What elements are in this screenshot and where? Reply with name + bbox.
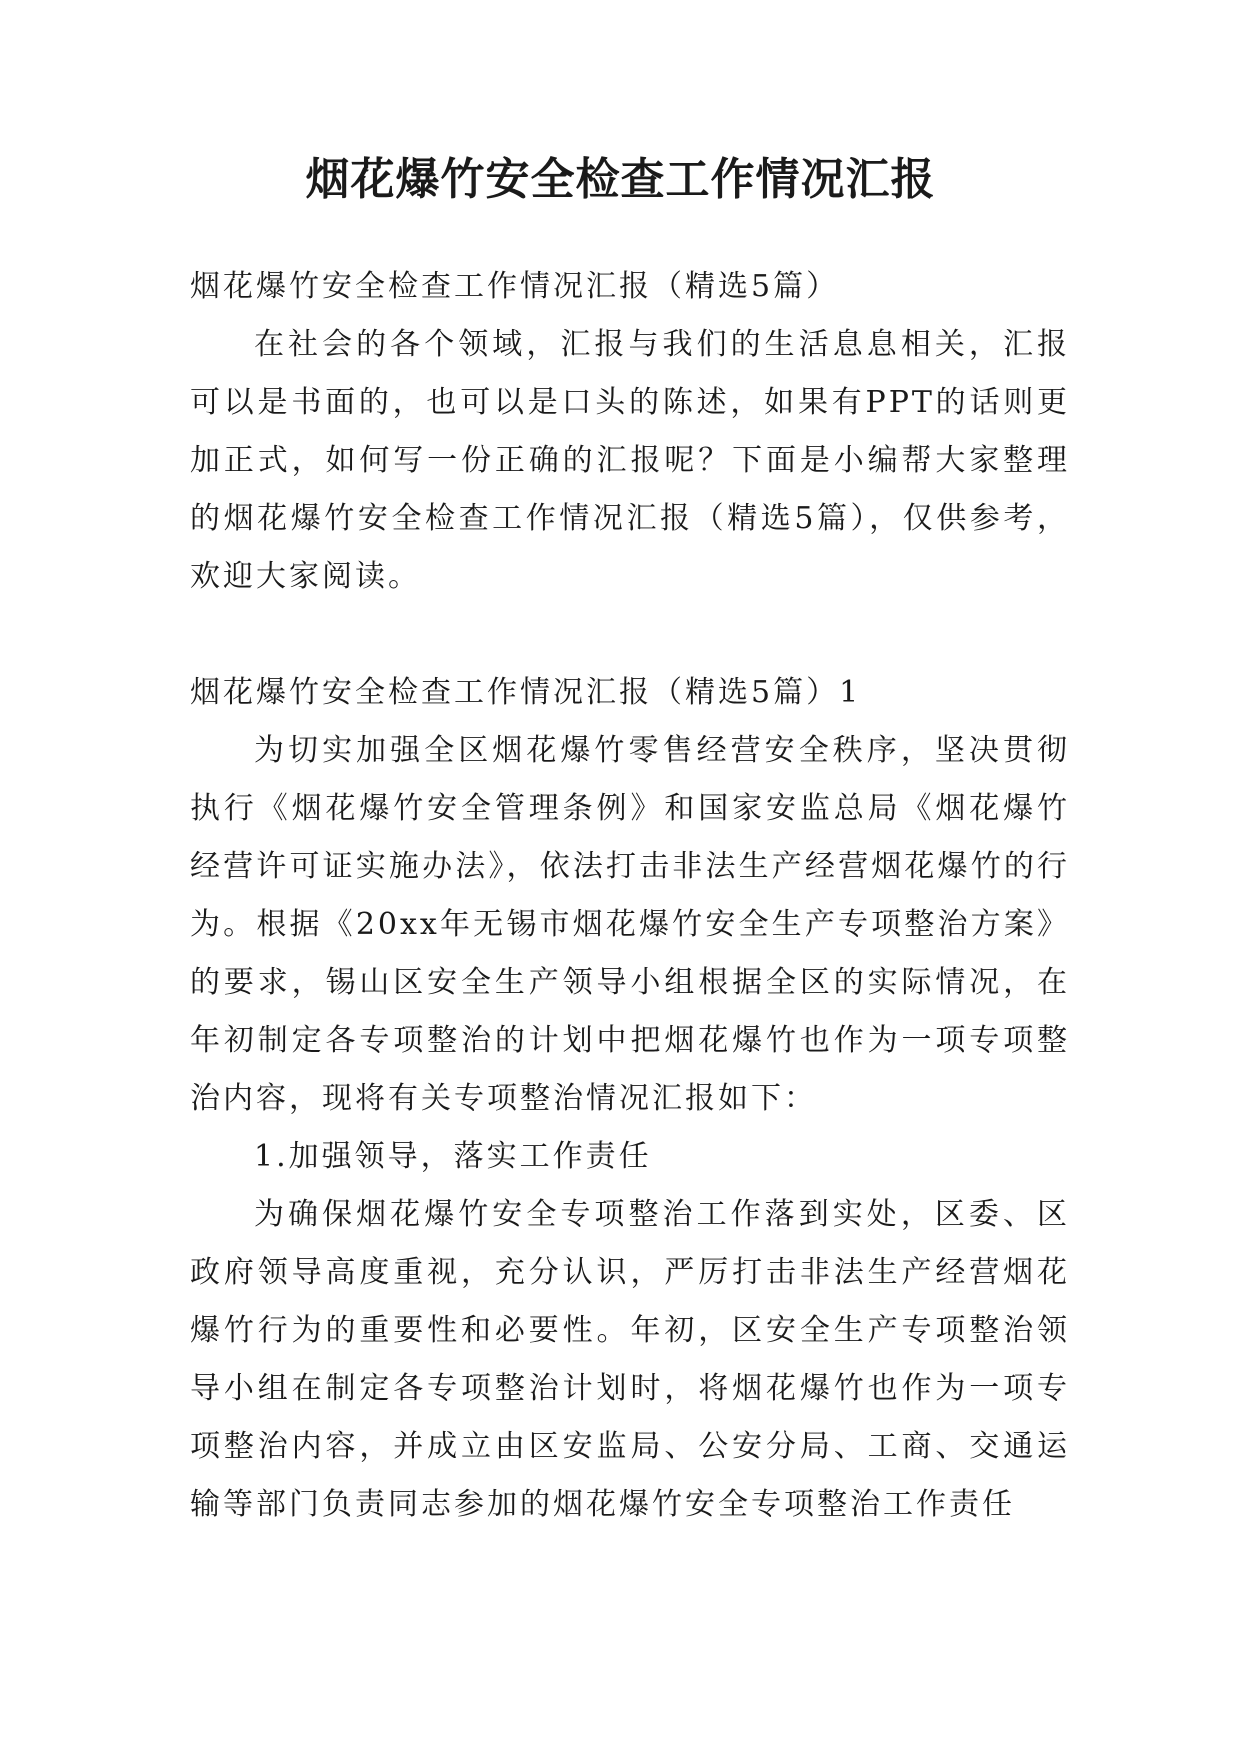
document-subtitle: 烟花爆竹安全检查工作情况汇报（精选5篇） bbox=[190, 269, 840, 304]
paragraph-gap bbox=[190, 606, 1070, 664]
section-heading: 烟花爆竹安全检查工作情况汇报（精选5篇）1 bbox=[190, 675, 862, 710]
document-body bbox=[190, 258, 1070, 1534]
item-paragraph: 为确保烟花爆竹安全专项整治工作落到实处，区委、区政府领导高度重视，充分认识，严厉打击非法生产经营烟花爆竹行为的重要性和必要性。年初，区安全生产专项整治领导小组在制定各专项整治计划时，将烟花爆竹也作为一项专项整治内容，并成立由区安监局、公安分局、工商、交通运输等部门负责同志参加的烟花爆竹安全专项整治工作责任 bbox=[190, 1197, 1070, 1522]
intro-paragraph: 在社会的各个领域，汇报与我们的生活息息相关，汇报可以是书面的，也可以是口头的陈述，如果有PPT的话则更加正式，如何写一份正确的汇报呢？下面是小编帮大家整理的烟花爆竹安全检查工作情况汇报（精选5篇），仅供参考，欢迎大家阅读。 bbox=[190, 327, 1070, 594]
document-title: 烟花爆竹安全检查工作情况汇报 bbox=[305, 154, 936, 205]
section-paragraph: 为切实加强全区烟花爆竹零售经营安全秩序，坚决贯彻执行《烟花爆竹安全管理条例》和国家安监总局《烟花爆竹经营许可证实施办法》，依法打击非法生产经营烟花爆竹的行为。根据《20xx年无锡市烟花爆竹安全生产专项整治方案》的要求，锡山区安全生产领导小组根据全区的实际情况，在年初制定各专项整治的计划中把烟花爆竹也作为一项专项整治内容，现将有关专项整治情况汇报如下： bbox=[190, 733, 1070, 1116]
item-heading: 1.加强领导，落实工作责任 bbox=[254, 1139, 652, 1174]
